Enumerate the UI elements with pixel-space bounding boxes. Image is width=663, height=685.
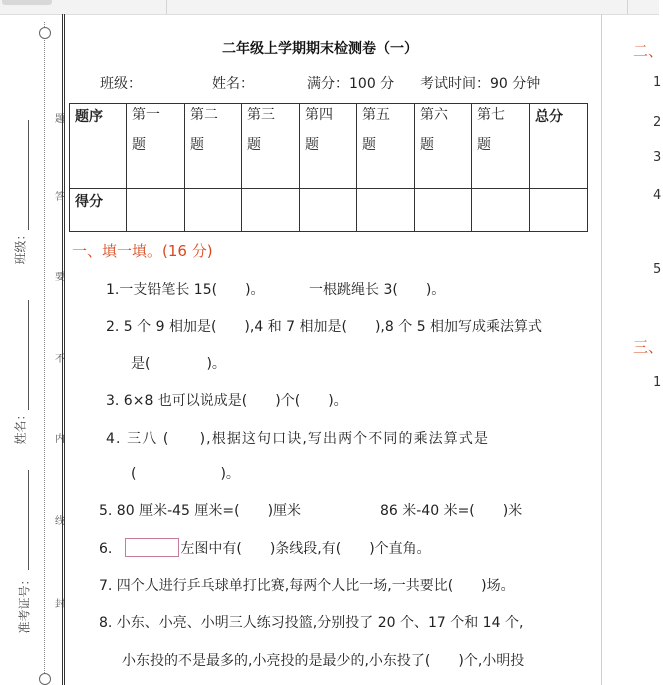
question-order-header: 题序 <box>70 104 127 189</box>
score-table-score-row <box>70 189 588 232</box>
viewer-toolbar <box>0 0 659 15</box>
viewer-tab[interactable] <box>2 0 52 5</box>
score-table-header-row <box>70 104 588 189</box>
score-cell[interactable] <box>242 189 300 232</box>
name-label: 姓名： <box>13 408 28 445</box>
question-1a: 1.一支铅笔长 15( )。 <box>106 282 265 298</box>
next-page-number: 3 <box>653 150 662 165</box>
seal-char: 题 <box>55 114 65 125</box>
class-label: 班级： <box>13 228 28 265</box>
class-field-label: 班级： <box>100 76 142 92</box>
question-6 <box>99 538 431 558</box>
column-header: 第三 题 <box>242 104 300 189</box>
margin-double-rule <box>62 14 65 685</box>
score-cell[interactable] <box>415 189 472 232</box>
seal-char: 不 <box>55 354 65 365</box>
question-8: 8. 小东、小亮、小明三人练习投篮,分别投了 20 个、17 个和 14 个, <box>99 615 524 631</box>
next-page-number: 5 <box>653 262 662 277</box>
question-5b: 86 米-40 米=( )米 <box>380 503 523 519</box>
score-cell[interactable] <box>127 189 185 232</box>
question-4-cont: ( )。 <box>131 466 240 482</box>
question-5a: 5. 80 厘米-45 厘米=( )厘米 <box>99 503 302 519</box>
question-6-text: 左图中有( )条线段,有( )个直角。 <box>180 541 431 557</box>
score-cell[interactable] <box>530 189 588 232</box>
score-cell[interactable] <box>300 189 357 232</box>
column-header: 第一 题 <box>127 104 185 189</box>
seal-char: 要 <box>55 272 65 283</box>
column-header: 第五 题 <box>357 104 415 189</box>
cut-dotted-line <box>44 22 45 685</box>
seal-char: 封 <box>55 599 65 610</box>
question-8-cont: 小东投的不是最多的,小亮投的是最少的,小东投了( )个,小明投 <box>122 653 525 669</box>
question-2-cont: 是( )。 <box>131 356 226 372</box>
binding-hole-icon <box>39 673 51 685</box>
seal-char: 答 <box>55 192 65 203</box>
seal-char: 内 <box>55 434 65 445</box>
question-6-number: 6. <box>99 541 113 557</box>
exam-time: 考试时间：90 分钟 <box>420 76 541 92</box>
total-score-header: 总分 <box>530 104 588 189</box>
column-header: 第六 题 <box>415 104 472 189</box>
full-score: 满分：100 分 <box>307 76 395 92</box>
score-row-label: 得分 <box>70 189 127 232</box>
toolbar-divider <box>166 0 167 14</box>
column-header: 第七 题 <box>472 104 530 189</box>
next-page-number: 1 <box>653 375 662 390</box>
next-page-section-3-title: 三、 <box>633 338 663 356</box>
toolbar-divider <box>627 0 628 14</box>
next-page-number: 4 <box>653 188 662 203</box>
section-1-title: 一、填一填。(16 分) <box>72 242 213 260</box>
score-table <box>69 103 588 232</box>
next-page-number: 2 <box>653 115 662 130</box>
figure-placeholder <box>125 538 179 557</box>
next-page-section-2-title: 二、 <box>633 42 663 60</box>
exam-no-underline <box>28 470 29 570</box>
score-cell[interactable] <box>357 189 415 232</box>
question-2: 2. 5 个 9 相加是( ),4 和 7 相加是( ),8 个 5 相加写成乘法算式 <box>106 319 543 335</box>
name-underline <box>28 300 29 410</box>
next-page-number: 1 <box>653 75 662 90</box>
column-header: 第四 题 <box>300 104 357 189</box>
question-4: 4. 三八 ( ),根据这句口诀,写出两个不同的乘法算式是 <box>106 431 490 447</box>
page-separator <box>601 14 602 685</box>
name-field-label: 姓名： <box>212 76 254 92</box>
exam-no-label: 准考证号： <box>17 573 32 634</box>
question-1b: 一根跳绳长 3( )。 <box>309 282 446 298</box>
column-header: 第二 题 <box>185 104 242 189</box>
exam-title: 二年级上学期期末检测卷（一） <box>222 41 418 57</box>
question-7: 7. 四个人进行乒乓球单打比赛,每两个人比一场,一共要比( )场。 <box>99 578 515 594</box>
score-cell[interactable] <box>472 189 530 232</box>
question-3: 3. 6×8 也可以说成是( )个( )。 <box>106 393 348 409</box>
class-underline <box>28 120 29 230</box>
seal-char: 线 <box>55 516 65 527</box>
score-cell[interactable] <box>185 189 242 232</box>
